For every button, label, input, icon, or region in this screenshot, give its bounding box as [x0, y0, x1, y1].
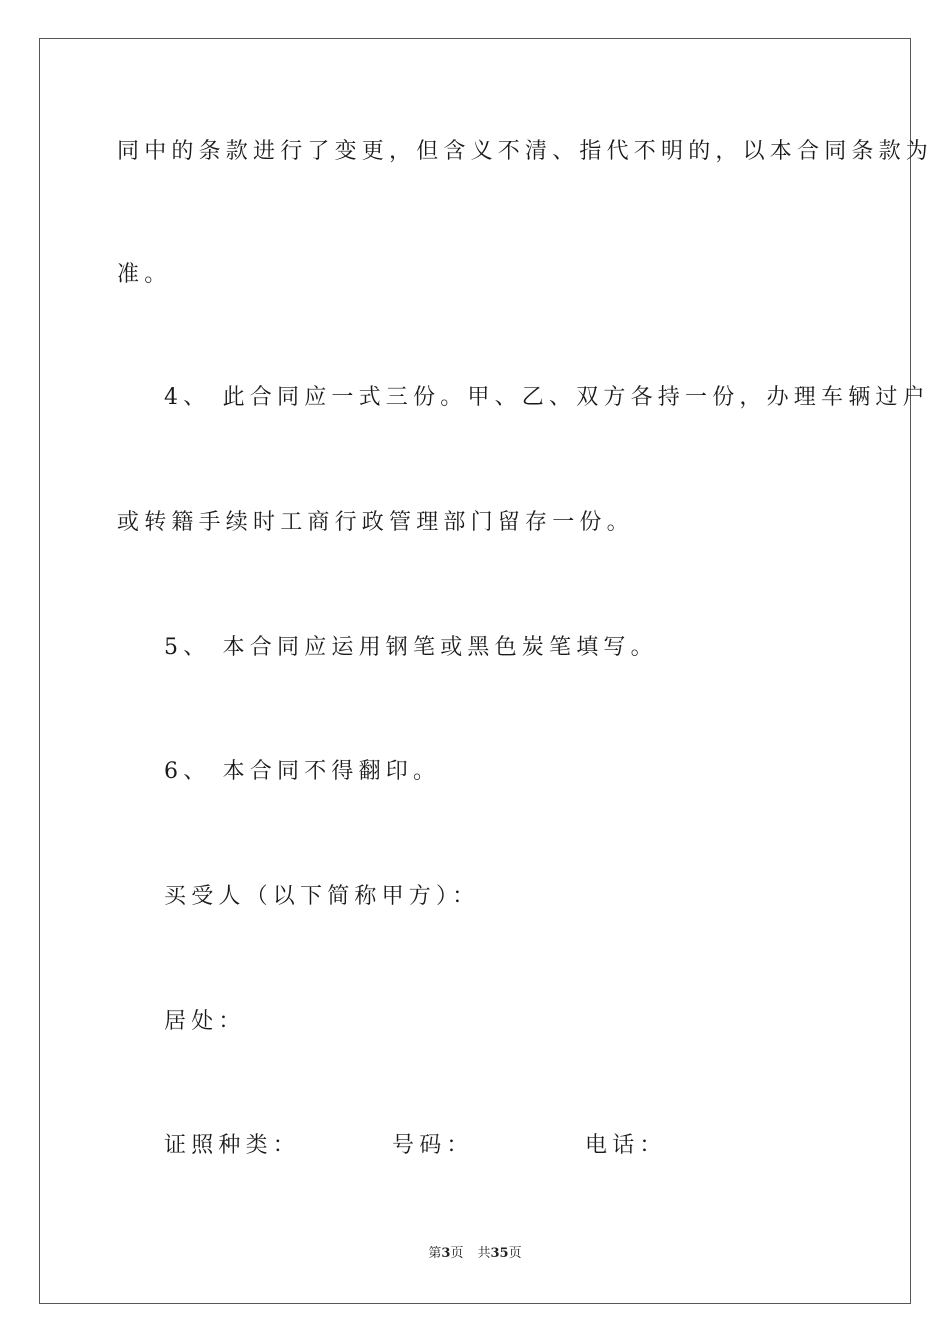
page-prefix: 第: [428, 1246, 442, 1261]
total-prefix: 共: [477, 1246, 491, 1261]
paragraph-line-1: 同中的条款进行了变更，但含义不清、指代不明的，以本合同条款为: [117, 139, 934, 164]
buyer-label: 买受人（以下简称甲方）：: [164, 884, 480, 909]
phone-label: 电话：: [585, 1133, 667, 1158]
total-pages: 35: [490, 1246, 509, 1261]
address-label: 居处：: [164, 1009, 246, 1034]
clause-4-line-2: 或转籍手续时工商行政管理部门留存一份。: [117, 510, 634, 535]
id-number-label: 号码：: [392, 1133, 474, 1158]
clause-5: 5、 本合同应运用钢笔或黑色炭笔填写。: [164, 635, 658, 660]
clause-6: 6、 本合同不得翻印。: [164, 759, 441, 784]
page-footer: [0, 1245, 950, 1263]
page-border: [39, 38, 911, 1304]
clause-4-line-1: 4、 此合同应一式三份。甲、乙、双方各持一份，办理车辆过户: [164, 385, 930, 410]
page-suffix: 页: [450, 1246, 464, 1261]
total-suffix: 页: [508, 1246, 522, 1261]
paragraph-line-2: 准。: [117, 262, 172, 287]
id-type-label: 证照种类：: [164, 1133, 301, 1158]
page-number: 3: [441, 1246, 451, 1261]
